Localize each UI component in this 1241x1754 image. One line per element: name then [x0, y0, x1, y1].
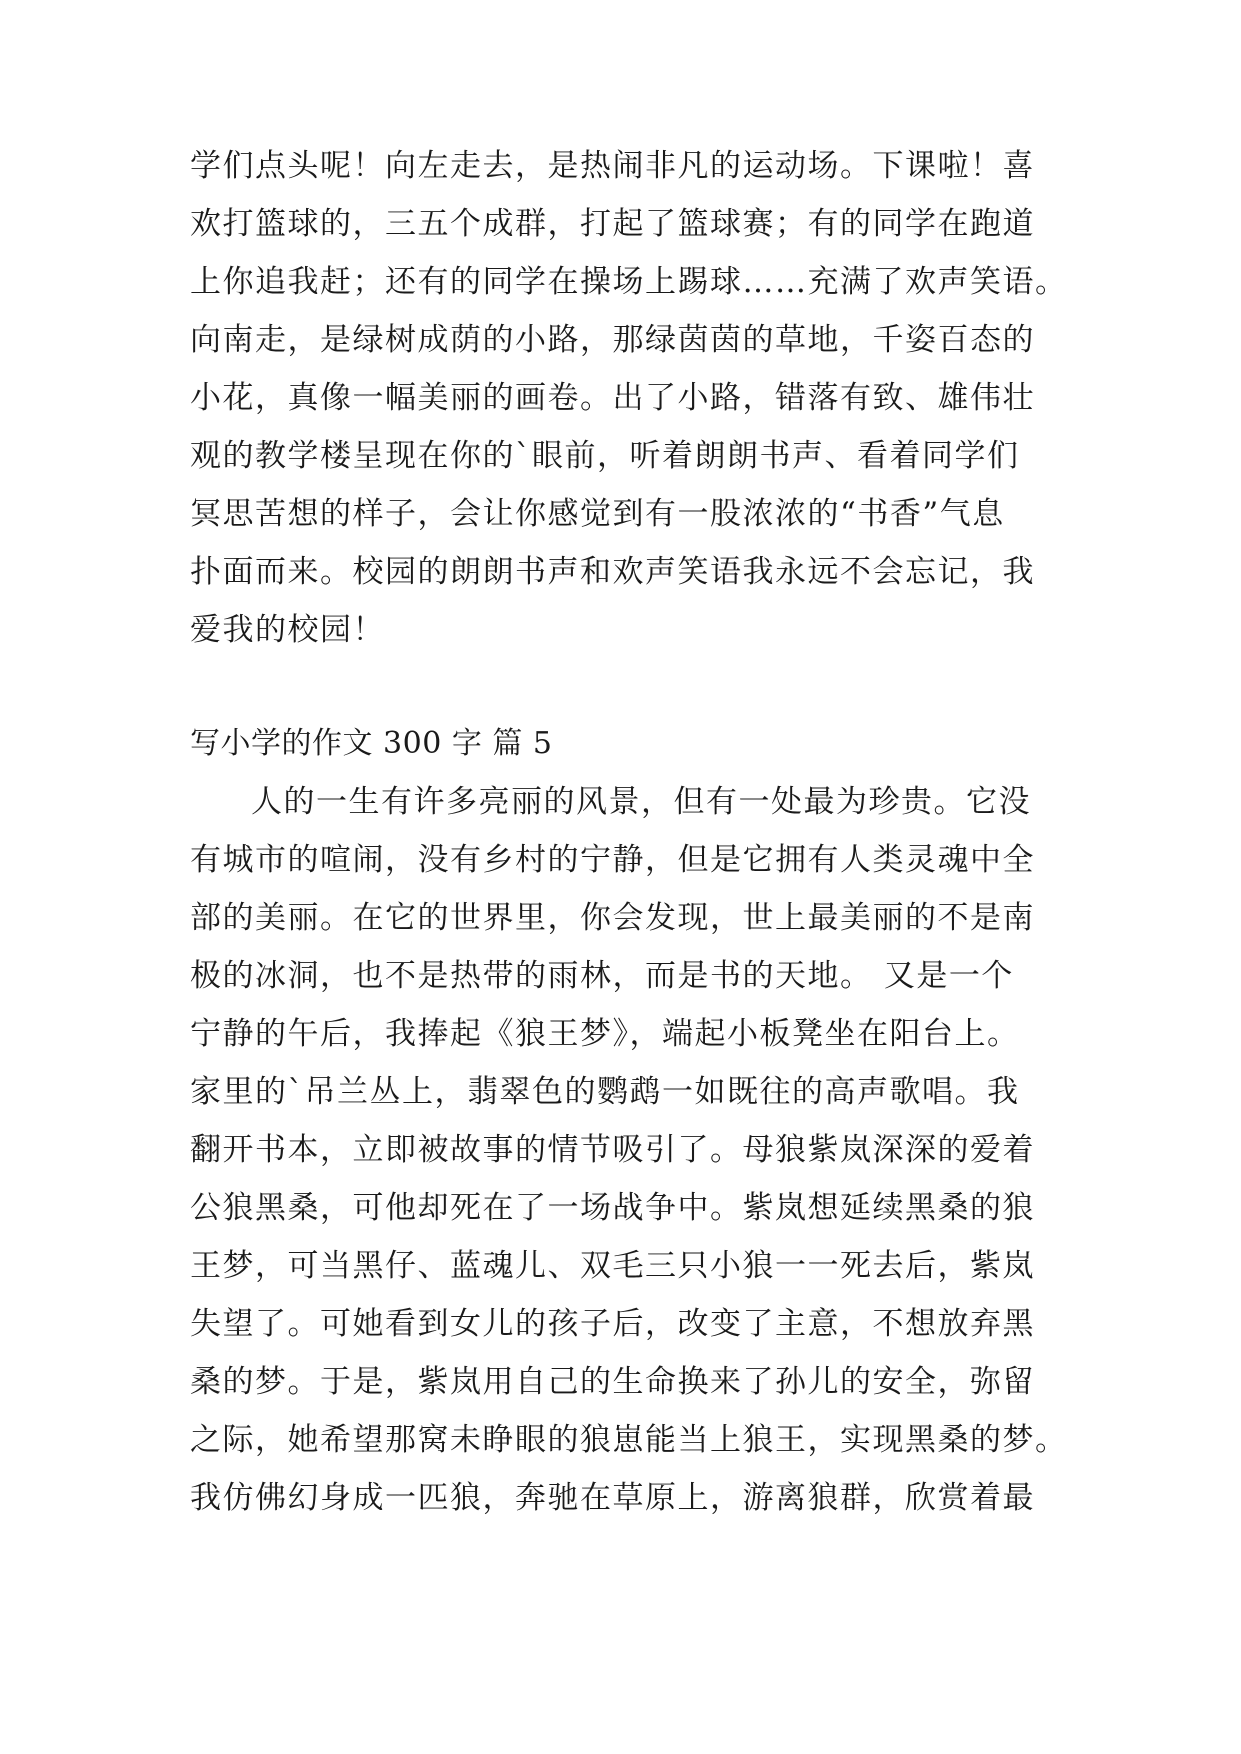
- paragraph-line: 部的美丽。在它的世界里，你会发现，世上最美丽的不是南: [190, 900, 1035, 936]
- paragraph-line: 学们点头呢！向左走去，是热闹非凡的运动场。下课啦！喜: [190, 148, 1035, 184]
- paragraph-line: 冥思苦想的样子，会让你感觉到有一股浓浓的“书香”气息: [190, 496, 1005, 532]
- paragraph-line: 公狼黑桑，可他却死在了一场战争中。紫岚想延续黑桑的狼: [190, 1190, 1035, 1226]
- paragraph-line: 上你追我赶；还有的同学在操场上踢球……充满了欢声笑语。: [190, 264, 1068, 300]
- paragraph-line: 之际，她希望那窝未睁眼的狼崽能当上狼王，实现黑桑的梦。: [190, 1422, 1068, 1458]
- paragraph-line: 失望了。可她看到女儿的孩子后，改变了主意，不想放弃黑: [190, 1306, 1035, 1342]
- paragraph-line: 桑的梦。于是，紫岚用自己的生命换来了孙儿的安全，弥留: [190, 1364, 1035, 1400]
- paragraph-line: 宁静的午后，我捧起《狼王梦》，端起小板凳坐在阳台上。: [190, 1016, 1020, 1052]
- paragraph-line: 爱我的校园！: [190, 612, 385, 648]
- paragraph-line: 我仿佛幻身成一匹狼，奔驰在草原上，游离狼群，欣赏着最: [190, 1480, 1035, 1516]
- paragraph-line: 极的冰洞，也不是热带的雨林，而是书的天地。 又是一个: [190, 958, 1014, 994]
- paragraph-line: 人的一生有许多亮丽的风景，但有一处最为珍贵。它没: [251, 784, 1031, 820]
- paragraph-line: 王梦，可当黑仔、蓝魂儿、双毛三只小狼一一死去后，紫岚: [190, 1248, 1035, 1284]
- paragraph-line: 扑面而来。校园的朗朗书声和欢声笑语我永远不会忘记，我: [190, 554, 1035, 590]
- paragraph-line: 观的教学楼呈现在你的`眼前，听着朗朗书声、看着同学们: [190, 438, 1020, 474]
- paragraph-line: 家里的`吊兰丛上，翡翠色的鹦鹉一如既往的高声歌唱。我: [190, 1074, 1020, 1110]
- section-heading: 写小学的作文 300 字 篇 5: [190, 726, 553, 761]
- paragraph-line: 翻开书本，立即被故事的情节吸引了。母狼紫岚深深的爱着: [190, 1132, 1035, 1168]
- paragraph-line: 小花，真像一幅美丽的画卷。出了小路，错落有致、雄伟壮: [190, 380, 1035, 416]
- paragraph-line: 有城市的喧闹，没有乡村的宁静，但是它拥有人类灵魂中全: [190, 842, 1035, 878]
- paragraph-line: 向南走，是绿树成荫的小路，那绿茵茵的草地，千姿百态的: [190, 322, 1035, 358]
- paragraph-line: 欢打篮球的，三五个成群，打起了篮球赛；有的同学在跑道: [190, 206, 1035, 242]
